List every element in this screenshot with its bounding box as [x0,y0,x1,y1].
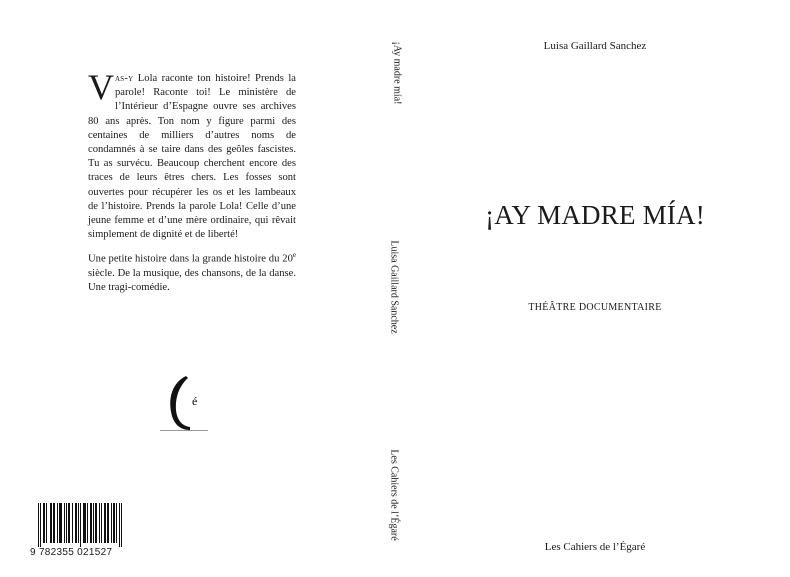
barcode-bar [93,503,94,543]
blurb-paragraph-2 [88,248,296,295]
century-superscript: e [292,251,296,260]
barcode-bar [116,503,117,543]
barcode-bar [95,503,96,543]
barcode-bar [46,503,47,543]
spine-author: Luisa Gaillard Sanchez [388,240,400,334]
barcode-bar [101,503,102,543]
drop-cap: V [88,67,114,107]
barcode-digits: 9 782355 021527 [30,547,113,558]
front-publisher: Les Cahiers de l’Égaré [544,541,646,553]
barcode-bar [43,503,44,543]
barcode-bar [90,503,91,543]
back-cover [0,0,370,577]
barcode-bar [53,503,54,543]
front-author: Luisa Gaillard Sanchez [543,40,647,52]
barcode-bar [59,503,60,543]
barcode-bar [107,503,108,543]
barcode-bar [69,503,70,543]
blurb-text: Lola raconte ton histoire! Prends la parole! Raconte toi! Le ministère de l’Intérieur d’Espagne ouvre ses archives 80 ans après. Ton nom y figure parmi des centaines de milliers d’autres noms de condamnés à se taire dans des geôles fascistes. Tu as survécu. Beaucoup cherchent encore des traces de leurs êtres chers. Les fosses sont ouvertes pour récupérer les os et les lambeaux de l’histoire. Prends la parole Lola! Celle d’une jeune femme et d’une mère ordinaire, qui rêvait simplement de dignité et de liberté! [88,73,296,241]
spine-title: ¡Ay madre mía! [391,41,403,105]
spine-publisher: Les Cahiers de l’Égaré [388,449,400,541]
blurb-paragraph-1 [88,67,296,242]
barcode-bar [84,503,85,543]
blurb-text-2b: siècle. De la musique, des chansons, de la danse. Une tragi-comédie. [88,268,296,294]
barcode-bar [111,503,112,543]
barcode-bar [99,503,100,543]
barcode-bar [75,503,76,543]
svg-text:é: é [192,394,198,408]
barcode-bar [108,503,109,543]
barcode-bar [78,503,79,543]
logo-rule [160,430,208,431]
barcode-bar [105,503,106,543]
barcode-bar [66,503,67,543]
barcode-bar [57,503,58,543]
barcode-bar [85,503,86,543]
front-title: ¡AY MADRE MÍA! [485,200,705,230]
barcode-icon [38,503,122,547]
barcode-bar [121,503,122,547]
blurb-text-2a: Une petite histoire dans la grande histoire du 20 [88,253,293,265]
barcode-bar [104,503,105,543]
publisher-logo-icon [160,372,208,434]
barcode-bar [91,503,92,543]
barcode-bar [60,503,61,543]
barcode [30,503,124,559]
front-genre: THÉÂTRE DOCUMENTAIRE [528,302,662,313]
blurb-smallcaps: as-y [115,73,134,84]
barcode-bar [40,503,41,547]
barcode-bar [96,503,97,543]
barcode-bar [113,503,114,543]
barcode-bar [61,503,62,543]
barcode-bar [50,503,51,543]
barcode-bar [119,503,120,547]
blurb [88,67,296,302]
barcode-bar [38,503,39,547]
barcode-bar [64,503,65,543]
barcode-bar [44,503,45,543]
barcode-bar [87,503,88,543]
barcode-bar [54,503,55,543]
barcode-bar [51,503,52,543]
barcode-bar [72,503,73,543]
barcode-bar [114,503,115,543]
barcode-bar [83,503,84,543]
barcode-bar [76,503,77,543]
barcode-bar [80,503,81,547]
barcode-bar [68,503,69,543]
